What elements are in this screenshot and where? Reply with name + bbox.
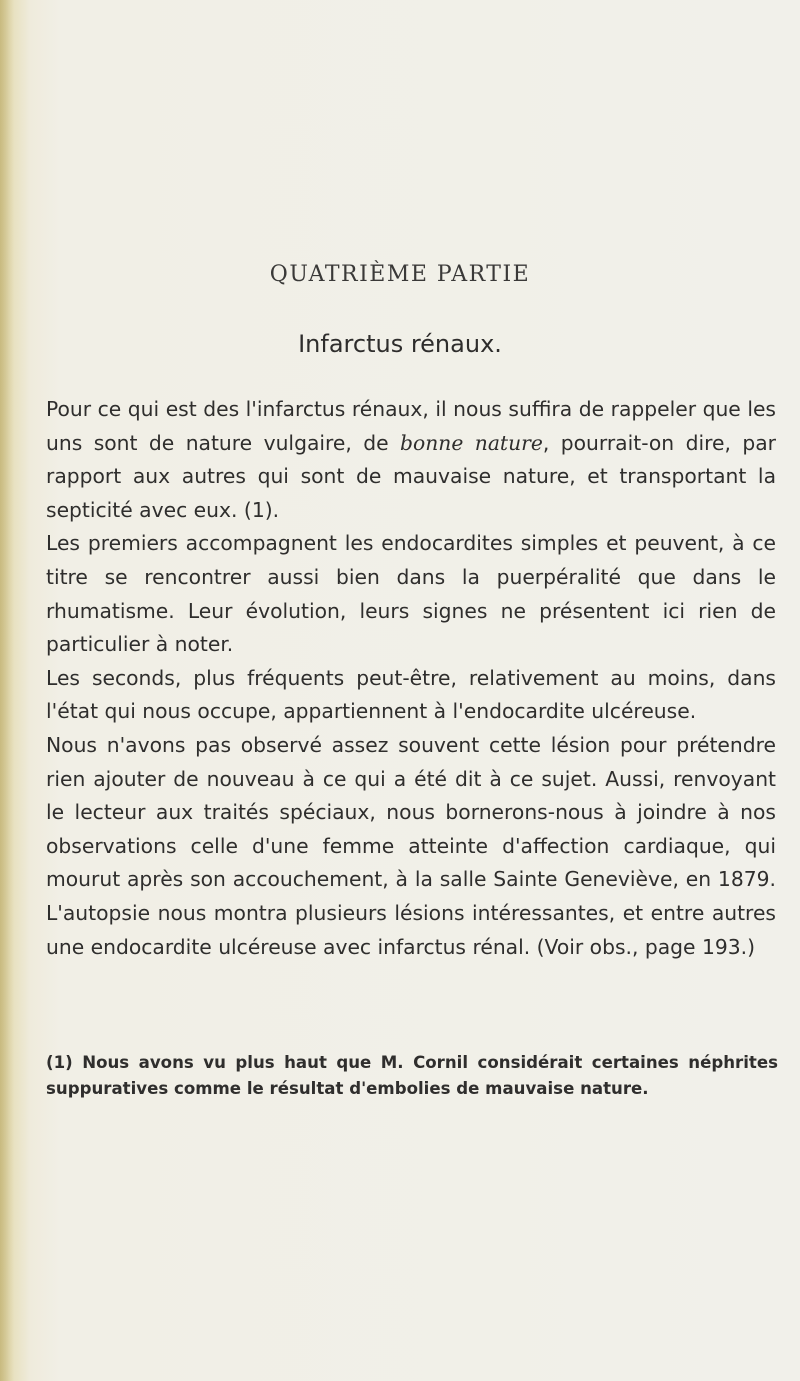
- paragraph-3: Les seconds, plus fréquents peut-être, relativement au moins, dans l'état qui nous occupe, appartiennent à l'endocardite ulcéreuse.: [46, 665, 776, 724]
- section-title: Infarctus rénaux.: [298, 330, 502, 358]
- paragraph-1-italic: bonne nature: [400, 430, 543, 455]
- paragraph-4: Nous n'avons pas observé assez souvent cette lésion pour prétendre rien ajouter de nouveau à ce qui a été dit à ce sujet. Aussi, renvoyant le lecteur aux traités spéciaux, nous bornerons-nous à joindre à nos observations celle d'une femme atteinte d'affection cardiaque, qui mourut après son accouchement, à la salle Sainte Geneviève, en 1879. L'autopsie nous montra plusieurs lésions intéressantes, et entre autres une endocardite ulcéreuse avec infarctus rénal. (Voir obs., page 193.): [46, 732, 776, 959]
- paragraph-1: [46, 393, 776, 527]
- footnote: (1) Nous avons vu plus haut que M. Cornil considérait certaines néphrites suppuratives comme le résultat d'embolies de mauvaise nature.: [46, 1053, 778, 1098]
- paragraph-1-text-b: , pourrait-on dire, par rapport aux autres qui sont de mauvaise nature, et transportant la septicité avec eux. (1).: [46, 430, 776, 522]
- page-binding-edge: [0, 0, 14, 1381]
- part-heading: QUATRIÈME PARTIE: [269, 262, 531, 287]
- body-text: [46, 393, 776, 964]
- paragraph-1-text-a: Pour ce qui est des l'infarctus rénaux, il nous suffira de rappeler que les uns sont de nature vulgaire, de: [46, 397, 776, 455]
- paragraph-2: Les premiers accompagnent les endocardites simples et peuvent, à ce titre se rencontrer aussi bien dans la puerpéralité que dans le rhumatisme. Leur évolution, leurs signes ne présentent ici rien de particulier à noter.: [46, 531, 776, 657]
